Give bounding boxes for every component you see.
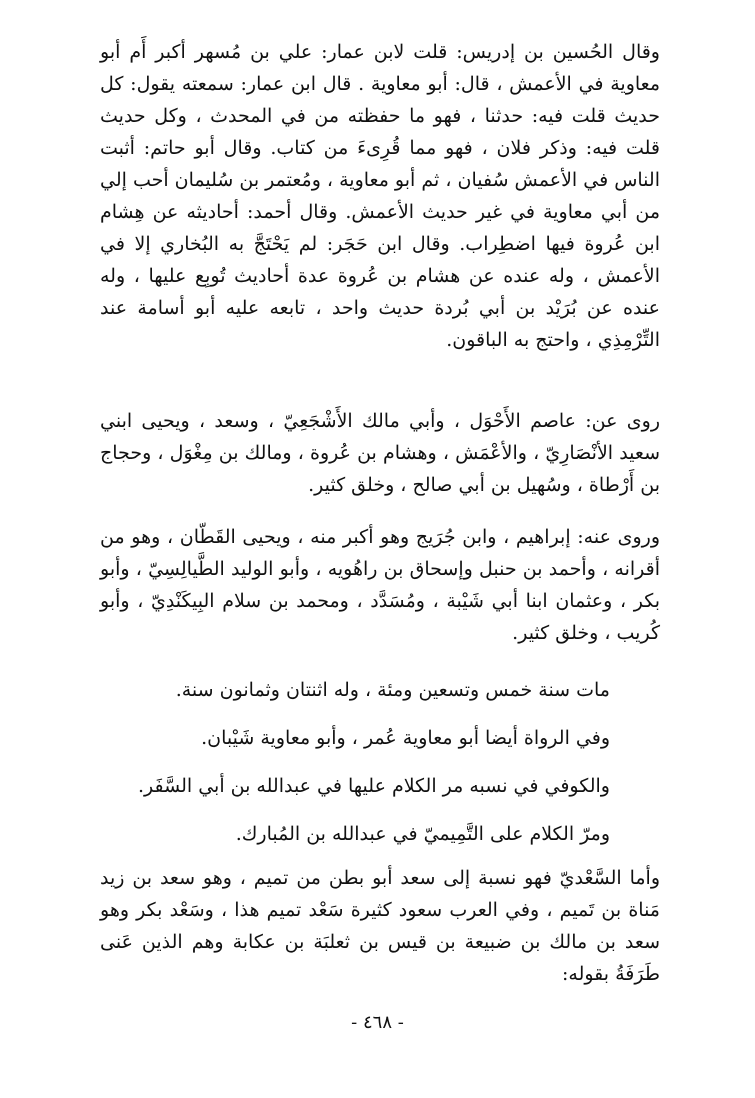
paragraph-death: مات سنة خمس وتسعين ومئة ، وله اثنتان وثمانون سنة.	[175, 679, 610, 701]
paragraph-other-narrators: وفي الرواة أيضا أبو معاوية عُمر ، وأبو معاوية شَيْبان.	[201, 727, 610, 749]
paragraph-narrated-by: وروى عنه: إبراهيم ، وابن جُرَيج وهو أكبر منه ، ويحيى القَطّان ، وهو من أقرانه ، وأحمد بن حنبل وإسحاق بن راهُويه ، وأبو الوليد الطَّيالِسِيّ ، وأبو بكر ، وعثمان ابنا أبي شَيْبة ، ومُسَدَّد ، ومحمد بن سلام البِيكَنْدِيّ ، وأبو كُريب ، وخلق كثير.	[100, 526, 660, 644]
paragraph-saadi-note: وأما السَّعْديّ فهو نسبة إلى سعد أبو بطن من تميم ، وهو سعد بن زيد مَناة بن تَميم ، وفي العرب سعود كثيرة سَعْد تميم هذا ، وسَعْد بكر وهو سعد بن مالك بن ضبيعة بن قيس بن ثعلبَة بن عكابة وهم الذين عَنى طَرَفَةُ بقوله:	[100, 867, 660, 985]
paragraph-kufi-note: والكوفي في نسبه مر الكلام عليها في عبدالله بن أبي السَّفَر.	[138, 775, 610, 797]
paragraph-tamimi-note: ومرّ الكلام على التَّمِيميّ في عبدالله بن المُبارك.	[235, 823, 610, 845]
page-number: - ٤٦٨ -	[351, 1012, 404, 1033]
paragraph-narrations: وقال الحُسين بن إدريس: قلت لابن عمار: علي بن مُسهر أكبر أَم أبو معاوية في الأعمش ، قال: أبو معاوية . قال ابن عمار: سمعته يقول: كل حديث قلت فيه: حدثنا ، فهو ما حفظته من في المحدث ، وكل حديث قلت فيه: وذكر فلان ، فهو مما قُرِىءَ من كتاب. وقال أبو حاتم: أثبت الناس في الأعمش سُفيان ، ثم أبو معاوية ، ومُعتمر بن سُليمان أحب إلي من أبي معاوية في غير حديث الأعمش. وقال أحمد: أحاديثه عن هِشام ابن عُروة فيها اضطِراب. وقال ابن حَجَر: لم يَحْتَجَّ به البُخاري إلا في الأعمش ، وله عنده عن هشام بن عُروة عدة أحاديث تُوبِع عليها ، وله عنده عن بُرَيْد بن أبي بُردة حديث واحد ، تابعه عليه أبو أسامة عند التِّرْمِذِي ، واحتج به الباقون.	[100, 41, 660, 351]
paragraph-narrated-from: روى عن: عاصم الأَحْوَل ، وأبي مالك الأَشْجَعِيّ ، وسعد ، ويحيى ابني سعيد الأنْصَارِيّ ، والأعْمَش ، وهشام بن عُروة ، ومالك بن مِغْوَل ، وحجاج بن أَرْطاة ، وسُهيل بن أبي صالح ، وخلق كثير.	[100, 410, 660, 496]
